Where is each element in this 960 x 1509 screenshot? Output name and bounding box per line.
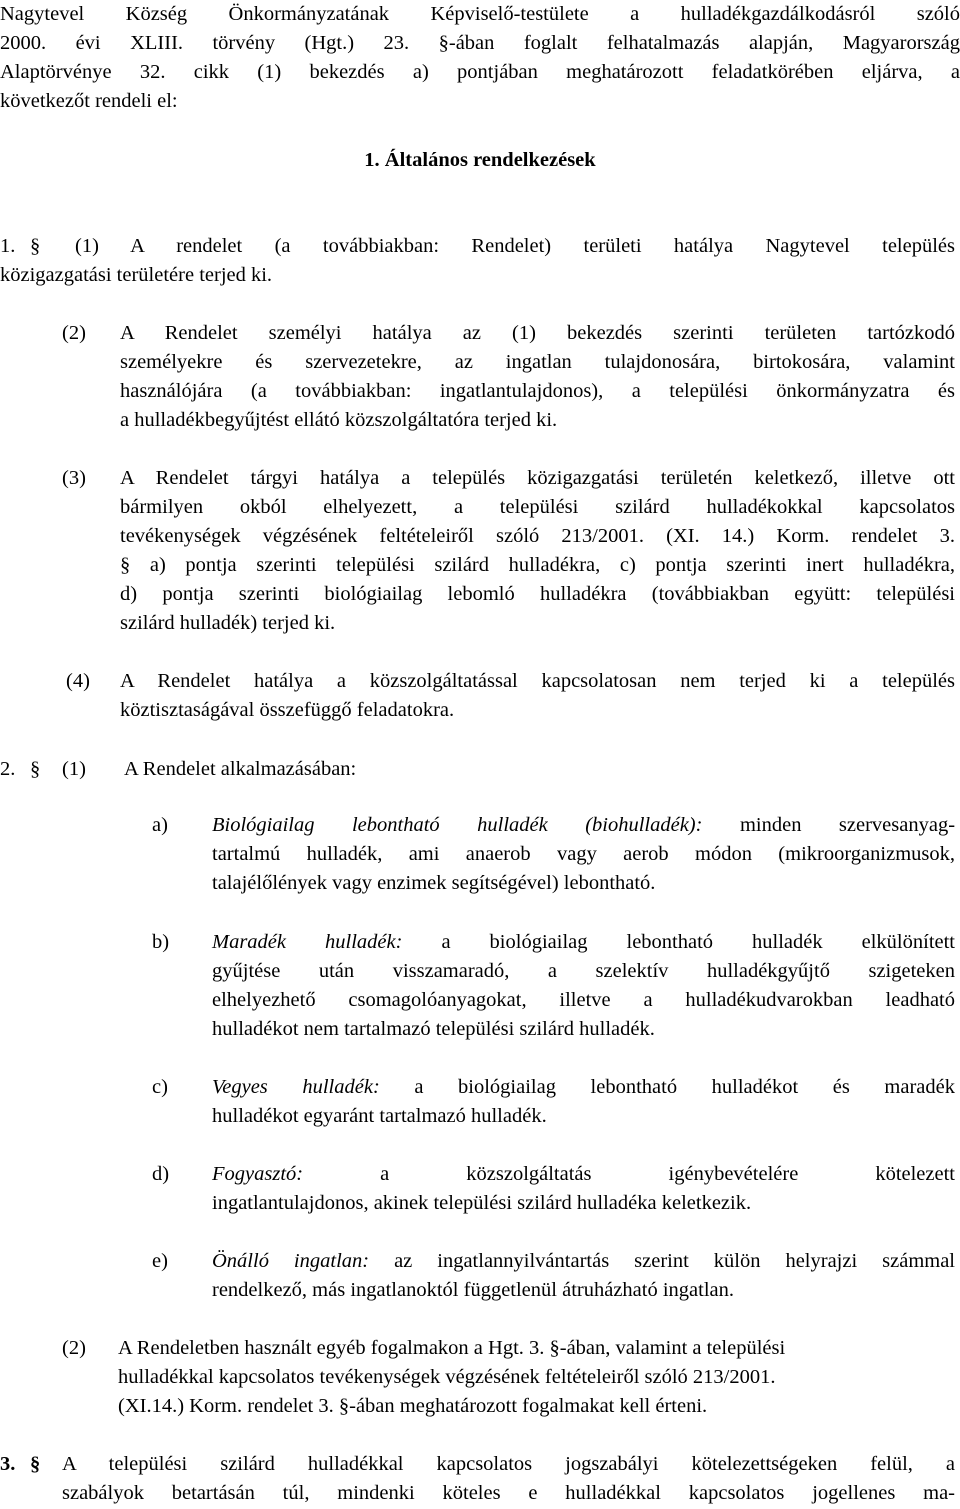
definition-text: az ingatlannyilvántartás szerint külön helyrajzi számmal [394,1250,956,1272]
definition-line: ingatlantulajdonos, akinek települési szilárd hulladéka keletkezik. [212,1192,752,1214]
definition-text: minden szervesanyag- [739,814,956,836]
definition-first-line [212,811,955,840]
paragraph-3-line: A települési szilárd hulladékkal kapcsolatos jogszabályi kötelezettségeken felül, a [62,1453,955,1475]
subsection-2-line: (XI.14.) Korm. rendelet 3. §-ában meghatározott fogalmakat kell érteni. [118,1395,708,1417]
paragraph-number: 3. [0,1453,16,1475]
definition-label: d) [152,1163,170,1185]
definition-line: tartalmú hulladék, ami anaerob vagy aerob módon (mikroorganizmusok, [212,843,955,865]
subsection-2-line: A Rendelet személyi hatálya az (1) bekezdés szerinti területen tartózkodó [120,322,955,344]
preamble-line: következőt rendeli el: [0,90,178,112]
subsection-4-line: A Rendelet hatálya a közszolgáltatással kapcsolatosan nem terjed ki a település [120,670,955,692]
section-symbol: § [30,1453,41,1475]
definition-line: talajélőlények vagy enzimek segítségével) lebontható. [212,872,656,894]
subsection-2-line: hulladékkal kapcsolatos tevékenységek végzésének feltételeiről szóló 213/2001. [118,1366,776,1388]
definition-first-line [212,1073,955,1102]
definition-first-line [212,928,955,957]
subsection-number: (3) [62,467,86,489]
subsection-3-line: § a) pontja szerinti települési szilárd hulladékra, c) pontja szerinti inert hulladékra, [120,554,955,576]
subsection-2-line: személyekre és szervezetekre, az ingatlan tulajdonosára, birtokosára, valamint [120,351,955,373]
subsection-1-line: közigazgatási területére terjed ki. [0,264,273,286]
subsection-number: (2) [62,322,86,344]
section-heading: 1. Általános rendelkezések [364,149,596,171]
definition-label: b) [152,931,170,953]
subsection-3-line: d) pontja szerinti biológiailag lebomló hulladékra (továbbiakban együtt: települési [120,583,955,605]
definition-term: Önálló ingatlan: [212,1250,370,1272]
definition-text: a biológiailag lebontható hulladékot és maradék [414,1076,955,1098]
subsection-4-line: köztisztaságával összefüggő feladatokra. [120,699,455,721]
subsection-3-line: tevékenységek végzésének feltételeiről szóló 213/2001. (XI. 14.) Korm. rendelet 3. [120,525,955,547]
section-symbol: § [30,235,41,257]
paragraph-number: 1. [0,235,16,257]
subsection-3-line: A Rendelet tárgyi hatálya a település közigazgatási területén keletkező, illetve ott [120,467,955,489]
definition-line: rendelkező, más ingatlanoktól függetlenül átruházható ingatlan. [212,1279,734,1301]
definition-term: Fogyasztó: [212,1163,304,1185]
subsection-number: (2) [62,1337,86,1359]
definition-label: c) [152,1076,168,1098]
paragraph-number: 2. [0,758,16,780]
definition-line: hulladékot egyaránt tartalmazó hulladék. [212,1105,547,1127]
subsection-number: (1) [62,758,86,780]
definition-line: elhelyezhető csomagolóanyagokat, illetve a hulladékudvarokban leadható [212,989,955,1011]
section-symbol: § [30,758,41,780]
subsection-3-line: szilárd hulladék) terjed ki. [120,612,336,634]
preamble-line: Nagytevel Község Önkormányzatának Képviselő-testülete a hulladékgazdálkodásról szóló [0,3,960,25]
definition-label: e) [152,1250,168,1272]
definition-label: a) [152,814,168,836]
definition-term: Maradék hulladék: [212,931,403,953]
definition-term: Biológiailag lebontható hulladék (biohulladék): [212,814,703,836]
subsection-2-line: A Rendeletben használt egyéb fogalmakon a Hgt. 3. §-ában, valamint a települési [118,1337,786,1359]
definitions-intro: A Rendelet alkalmazásában: [124,758,357,780]
preamble-line: Alaptörvénye 32. cikk (1) bekezdés a) pontjában meghatározott feladatkörében eljárva, a [0,61,960,83]
definition-line: gyűjtése után visszamaradó, a szelektív hulladékgyűjtő szigeteken [212,960,955,982]
preamble-line: 2000. évi XLIII. törvény (Hgt.) 23. §-ában foglalt felhatalmazás alapján, Magyarország [0,32,960,54]
subsection-3-line: bármilyen okból elhelyezett, a települési szilárd hulladékokkal kapcsolatos [120,496,955,518]
definition-first-line [212,1247,955,1276]
definition-text: a közszolgáltatás igénybevételére kötelezett [380,1163,955,1185]
subsection-2-line: a hulladékbegyűjtést ellátó közszolgáltatóra terjed ki. [120,409,558,431]
paragraph-3-line: szabályok betartásán túl, mindenki köteles e hulladékkal kapcsolatos jogellenes ma- [62,1482,955,1504]
subsection-2-line: használójára (a továbbiakban: ingatlantulajdonos), a települési önkormányzatra és [120,380,955,402]
definition-term: Vegyes hulladék: [212,1076,380,1098]
definition-text: a biológiailag lebontható hulladék elkülönített [441,931,956,953]
definition-line: hulladékot nem tartalmazó települési szilárd hulladék. [212,1018,655,1040]
subsection-number: (4) [66,670,90,692]
subsection-1-line: (1) A rendelet (a továbbiakban: Rendelet) területi hatálya Nagytevel település [75,235,955,257]
definition-first-line [212,1160,955,1189]
